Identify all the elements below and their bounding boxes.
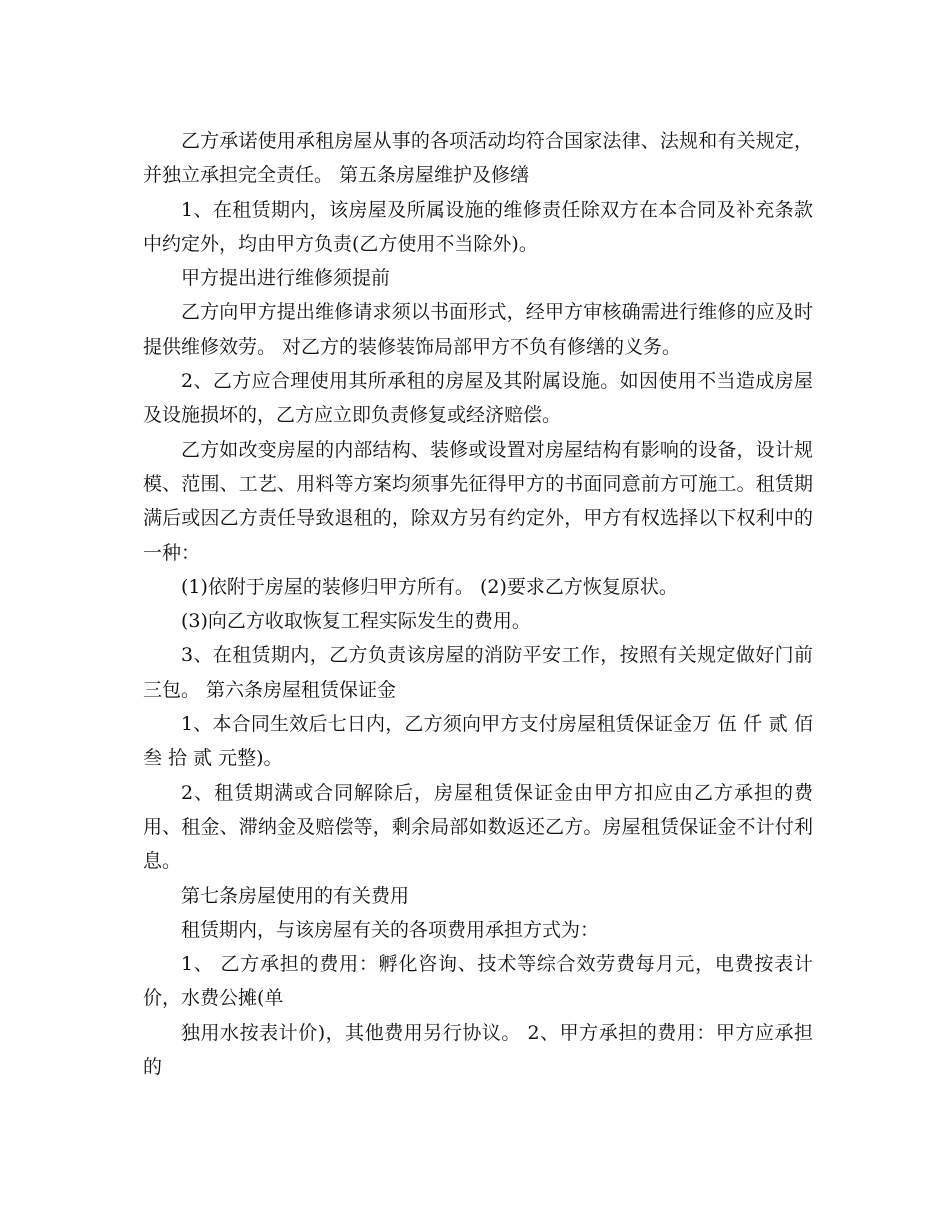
paragraph: 3、在租赁期内，乙方负责该房屋的消防平安工作，按照有关规定做好门前三包。 第六条房屋租赁保证金 [143, 644, 813, 701]
paragraph: 1、本合同生效后七日内，乙方须向甲方支付房屋租赁保证金万 伍 仟 贰 佰 叁 拾 贰 元整)。 [143, 713, 813, 770]
paragraph: 甲方提出进行维修须提前 [181, 267, 391, 290]
paragraph: 1、在租赁期内，该房屋及所属设施的维修责任除双方在本合同及补充条款中约定外，均由甲方负责(乙方使用不当除外)。 [143, 198, 813, 255]
paragraph: 2、租赁期满或合同解除后，房屋租赁保证金由甲方扣应由乙方承担的费用、租金、滞纳金及赔偿等，剩余局部如数返还乙方。房屋租赁保证金不计付利息。 [143, 781, 813, 873]
paragraph: 独用水按表计价)，其他费用另行协议。 2、甲方承担的费用：甲方应承担的 [143, 1021, 813, 1079]
paragraph: (3)向乙方收取恢复工程实际发生的费用。 [181, 610, 531, 633]
paragraph: 2、乙方应合理使用其所承租的房屋及其附属设施。如因使用不当造成房屋及设施损坏的，乙方应立即负责修复或经济赔偿。 [143, 370, 813, 427]
paragraph: 乙方向甲方提出维修请求须以书面形式，经甲方审核确需进行维修的应及时提供维修效劳。 对乙方的装修装饰局部甲方不负有修缮的义务。 [143, 301, 813, 358]
paragraph: 乙方承诺使用承租房屋从事的各项活动均符合国家法律、法规和有关规定，并独立承担完全责任。 第五条房屋维护及修缮 [143, 130, 813, 187]
paragraph: 第七条房屋使用的有关费用 [181, 884, 410, 907]
paragraph: 租赁期内，与该房屋有关的各项费用承担方式为： [181, 918, 600, 941]
paragraph: (1)依附于房屋的装修归甲方所有。 (2)要求乙方恢复原状。 [181, 575, 678, 598]
paragraph: 乙方如改变房屋的内部结构、装修或设置对房屋结构有影响的设备，设计规模、范围、工艺、用料等方案均须事先征得甲方的书面同意前方可施工。租赁期满后或因乙方责任导致退租的，除双方另有约定外，甲方有权选择以下权利中的一种： [143, 438, 813, 564]
document-body [143, 124, 813, 1084]
paragraph: 1、 乙方承担的费用：孵化咨询、技术等综合效劳费每月元，电费按表计价，水费公摊(单 [143, 953, 813, 1010]
